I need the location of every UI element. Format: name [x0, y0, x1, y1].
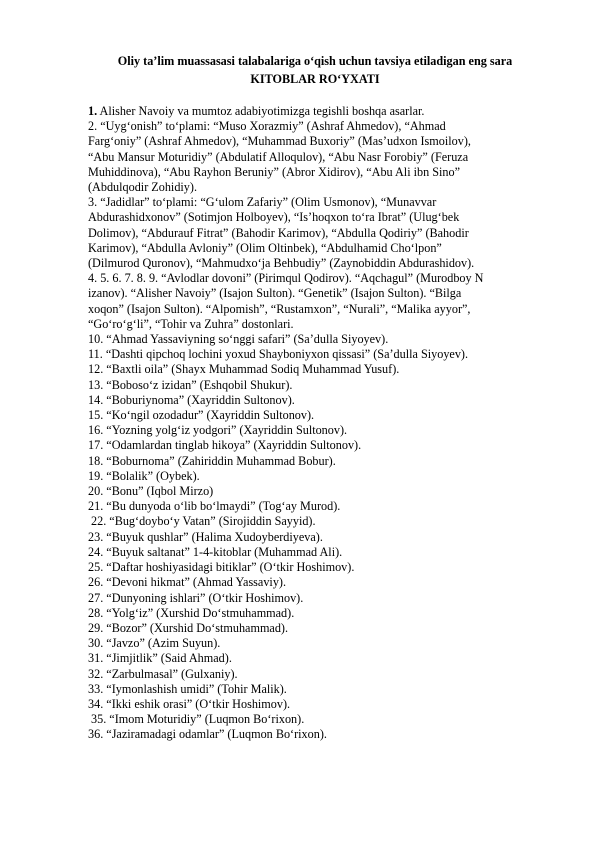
list-line: Farg‘oniy” (Ashraf Ahmedov), “Muhammad Buxoriy” (Mas’udxon Ismoilov),: [88, 134, 471, 149]
list-line: 36. “Jaziramadagi odamlar” (Luqmon Bo‘rixon).: [88, 727, 327, 742]
list-line: 12. “Baxtli oila” (Shayx Muhammad Sodiq Muhammad Yusuf).: [88, 362, 400, 377]
book-list: [88, 104, 558, 743]
title-line-2: KITOBLAR RO‘YXATI: [250, 71, 380, 86]
list-line-text: Alisher Navoiy va mumtoz adabiyotimizga tegishli boshqa asarlar.: [97, 104, 425, 118]
list-line: izanov). “Alisher Navoiy” (Isajon Sulton). “Genetik” (Isajon Sulton). “Bilga: [88, 286, 462, 301]
list-line: 2. “Uyg‘onish” to‘plami: “Muso Xorazmiy” (Ashraf Ahmedov), “Ahmad: [88, 119, 446, 134]
list-line: 35. “Imom Moturidiy” (Luqmon Bo‘rixon).: [91, 712, 305, 727]
list-line: 14. “Boburiynoma” (Xayriddin Sultonov).: [88, 392, 295, 407]
list-line: 29. “Bozor” (Xurshid Do‘stmuhammad).: [88, 620, 289, 635]
list-line: Karimov), “Abdulla Avloniy” (Olim Oltinbek), “Abdulhamid Cho‘lpon”: [88, 240, 442, 255]
list-line: 20. “Bonu” (Iqbol Mirzo): [88, 484, 214, 499]
list-line: 27. “Dunyoning ishlari” (O‘tkir Hoshimov).: [88, 590, 304, 605]
list-line: 28. “Yolg‘iz” (Xurshid Do‘stmuhammad).: [88, 605, 295, 620]
title-line-1: Oliy ta’lim muassasasi talabalariga o‘qish uchun tavsiya etiladigan eng sara: [117, 54, 513, 68]
list-number: 1.: [88, 104, 98, 118]
list-line: 18. “Boburnoma” (Zahiriddin Muhammad Bobur).: [88, 453, 336, 468]
list-line: xoqon” (Isajon Sulton). “Alpomish”, “Rustamxon”, “Nurali”, “Malika ayyor”,: [88, 301, 471, 316]
list-line: 11. “Dashti qipchoq lochini yoxud Shayboniyxon qissasi” (Sa’dulla Siyoyev).: [88, 347, 469, 362]
page-title: [88, 53, 542, 88]
list-line: 32. “Zarbulmasal” (Gulxaniy).: [88, 666, 238, 681]
list-line: 17. “Odamlardan tinglab hikoya” (Xayriddin Sultonov).: [88, 438, 362, 453]
list-line: 25. “Daftar hoshiyasidagi bitiklar” (O‘tkir Hoshimov).: [88, 560, 355, 575]
list-line: “Go‘ro‘g‘li”, “Tohir va Zuhra” dostonlari.: [88, 316, 294, 331]
list-line: 24. “Buyuk saltanat” 1-4-kitoblar (Muhammad Ali).: [88, 544, 343, 559]
list-line: 15. “Ko‘ngil ozodadur” (Xayriddin Sultonov).: [88, 408, 315, 423]
list-line: 10. “Ahmad Yassaviyning so‘nggi safari” (Sa’dulla Siyoyev).: [88, 332, 389, 347]
list-line: 22. “Bug‘doybo‘y Vatan” (Sirojiddin Sayyid).: [91, 514, 316, 529]
list-line: Abdurashidxonov” (Sotimjon Holboyev), “Is’hoqxon to‘ra Ibrat” (Ulug‘bek: [88, 210, 460, 225]
list-line: 13. “Boboso‘z izidan” (Eshqobil Shukur).: [88, 377, 293, 392]
list-line: 16. “Yozning yolg‘iz yodgori” (Xayriddin Sultonov).: [88, 423, 348, 438]
list-line: Dolimov), “Abdurauf Fitrat” (Bahodir Karimov), “Abdulla Qodiriy” (Bahodir: [88, 225, 469, 240]
list-line: 26. “Devoni hikmat” (Ahmad Yassaviy).: [88, 575, 287, 590]
list-line: 4. 5. 6. 7. 8. 9. “Avlodlar dovoni” (Pirimqul Qodirov). “Aqchagul” (Murodboy N: [88, 271, 484, 286]
list-line: 33. “Iymonlashish umidi” (Tohir Malik).: [88, 681, 287, 696]
list-line: (Dilmurod Quronov), “Mahmudxo‘ja Behbudiy” (Zaynobiddin Abdurashidov).: [88, 256, 475, 271]
list-line: 21. “Bu dunyoda o‘lib bo‘lmaydi” (Tog‘ay Murod).: [88, 499, 341, 514]
list-line: 31. “Jimjitlik” (Said Ahmad).: [88, 651, 232, 666]
list-line: 30. “Javzo” (Azim Suyun).: [88, 636, 221, 651]
list-line: 23. “Buyuk qushlar” (Halima Xudoyberdiyeva).: [88, 529, 323, 544]
list-line: Muhiddinova), “Abu Rayhon Beruniy” (Abror Xidirov), “Abu Ali ibn Sino”: [88, 164, 461, 179]
list-line: 34. “Ikki eshik orasi” (O‘tkir Hoshimov).: [88, 696, 291, 711]
list-line: “Abu Mansur Moturidiy” (Abdulatif Alloqulov), “Abu Nasr Forobiy” (Feruza: [88, 149, 469, 164]
list-line: [88, 104, 558, 119]
list-line: 19. “Bolalik” (Oybek).: [88, 468, 200, 483]
list-line: (Abdulqodir Zohidiy).: [88, 180, 197, 195]
list-line: 3. “Jadidlar” to‘plami: “G‘ulom Zafariy” (Olim Usmonov), “Munavvar: [88, 195, 437, 210]
